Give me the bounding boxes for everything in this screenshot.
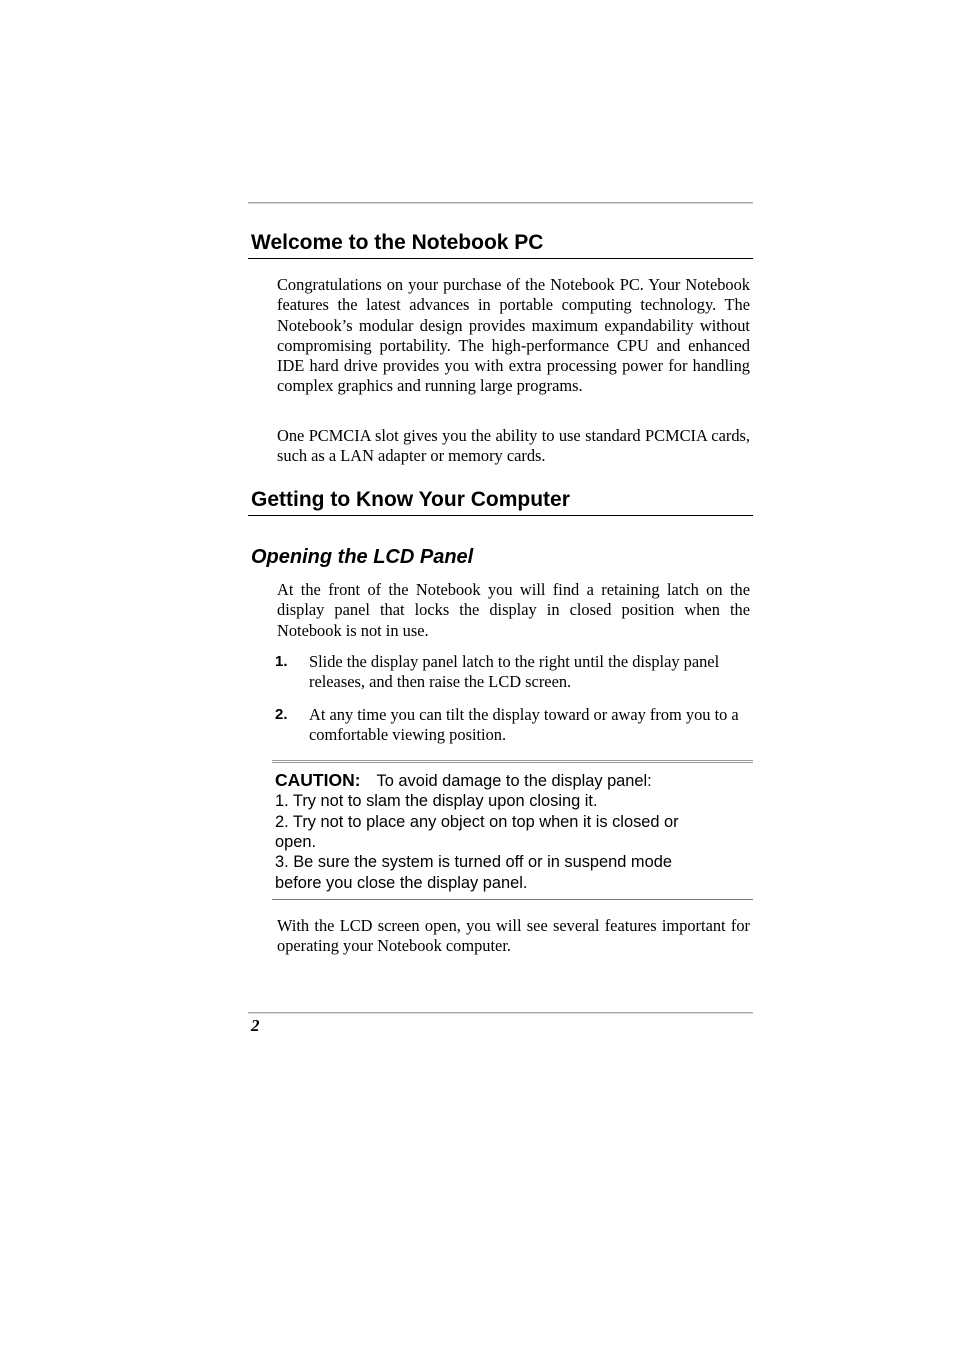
top-rule	[248, 202, 753, 204]
bottom-rule	[248, 1012, 753, 1014]
welcome-paragraph-1: Congratulations on your purchase of the Notebook PC. Your Notebook features the latest advances in portable computing technology. The Notebook’s modular design provides maximum expandability without compromising portability. The high-performance CPU and enhanced IDE hard drive provides you with extra processing power for handling complex graphics and running large programs.	[277, 275, 750, 396]
section-title-welcome: Welcome to the Notebook PC	[248, 230, 753, 259]
caution-line: 1. Try not to slam the display upon closing it.	[275, 792, 598, 810]
subsection-title-opening-lcd: Opening the LCD Panel	[251, 546, 474, 568]
step-number: 1.	[275, 653, 288, 670]
closing-paragraph: With the LCD screen open, you will see several features important for operating your Notebook computer.	[277, 916, 750, 956]
step-text: At any time you can tilt the display toward or away from you to a comfortable viewing position.	[309, 705, 739, 745]
caution-label: CAUTION:	[275, 770, 361, 790]
caution-line: before you close the display panel.	[275, 874, 528, 892]
page-number: 2	[251, 1016, 260, 1035]
caution-line: open.	[275, 833, 317, 851]
caution-heading-line	[275, 770, 652, 792]
caution-heading: To avoid damage to the display panel:	[376, 772, 652, 790]
section-title-getting-to-know: Getting to Know Your Computer	[248, 487, 753, 516]
caution-box	[272, 760, 753, 900]
caution-line: 2. Try not to place any object on top when it is closed or	[275, 813, 679, 831]
step-number: 2.	[275, 706, 288, 723]
caution-line: 3. Be sure the system is turned off or in suspend mode	[275, 853, 672, 871]
opening-lcd-intro: At the front of the Notebook you will find a retaining latch on the display panel that locks the display in closed position when the Notebook is not in use.	[277, 580, 750, 640]
welcome-paragraph-2: One PCMCIA slot gives you the ability to use standard PCMCIA cards, such as a LAN adapter or memory cards.	[277, 426, 750, 466]
step-text: Slide the display panel latch to the right until the display panel releases, and then raise the LCD screen.	[309, 652, 720, 692]
